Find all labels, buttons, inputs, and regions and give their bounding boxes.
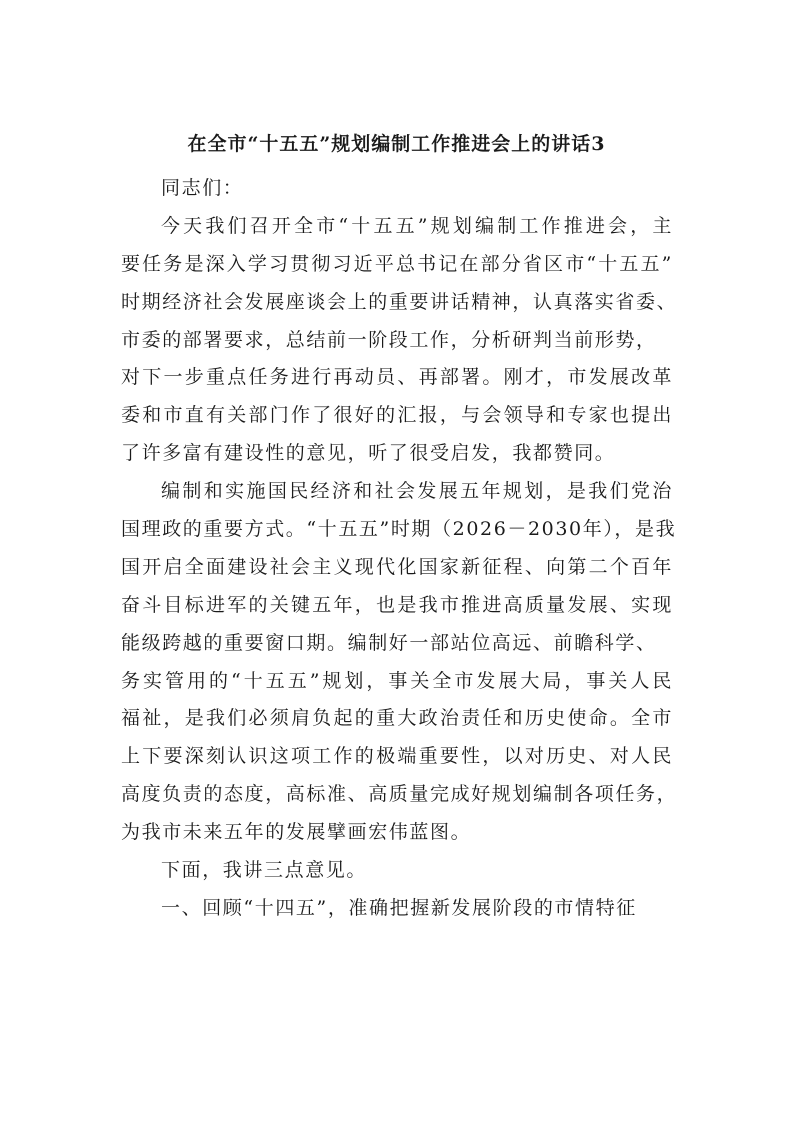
paragraph-line: 要任务是深入学习贯彻习近平总书记在部分省区市“十五五” xyxy=(121,252,673,275)
salutation-line: 同志们： xyxy=(161,177,244,199)
document-body xyxy=(121,170,678,928)
section-heading: 一、回顾“十四五”，准确把握新发展阶段的市情特征 xyxy=(161,896,637,919)
paragraph-line: 编制和实施国民经济和社会发展五年规划，是我们党治 xyxy=(161,480,673,503)
paragraph-line: 市委的部署要求，总结前一阶段工作，分析研判当前形势， xyxy=(121,328,657,351)
paragraph-line: 务实管用的“十五五”规划，事关全市发展大局，事关人民 xyxy=(121,669,673,692)
paragraph-line: 高度负责的态度，高标准、高质量完成好规划编制各项任务， xyxy=(121,783,678,806)
paragraph-line: 下面，我讲三点意见。 xyxy=(161,859,368,882)
paragraph-line: 今天我们召开全市“十五五”规划编制工作推进会，主 xyxy=(161,214,673,237)
paragraph-line: 能级跨越的重要窗口期。编制好一部站位高远、前瞻科学、 xyxy=(121,631,657,654)
paragraph-line: 时期经济社会发展座谈会上的重要讲话精神，认真落实省委、 xyxy=(121,290,678,313)
paragraph-line: 国开启全面建设社会主义现代化国家新征程、向第二个百年 xyxy=(121,555,673,578)
paragraph-line: 了许多富有建设性的意见，听了很受启发，我都赞同。 xyxy=(121,442,616,465)
paragraph-line: 奋斗目标进军的关键五年，也是我市推进高质量发展、实现 xyxy=(121,593,673,616)
paragraph-line: 上下要深刻认识这项工作的极端重要性，以对历史、对人民 xyxy=(121,745,673,768)
paragraph-line: 委和市直有关部门作了很好的汇报，与会领导和专家也提出 xyxy=(121,404,673,427)
paragraph-line: 福祉，是我们必须肩负起的重大政治责任和历史使命。全市 xyxy=(121,707,673,730)
document-title: 在全市“十五五”规划编制工作推进会上的讲话3 xyxy=(187,133,606,155)
paragraph-line: 国理政的重要方式。“十五五”时期（2026－2030年），是我 xyxy=(121,518,677,541)
paragraph-line: 对下一步重点任务进行再动员、再部署。刚才，市发展改革 xyxy=(121,366,673,389)
paragraph-line: 为我市未来五年的发展擘画宏伟蓝图。 xyxy=(121,821,472,844)
